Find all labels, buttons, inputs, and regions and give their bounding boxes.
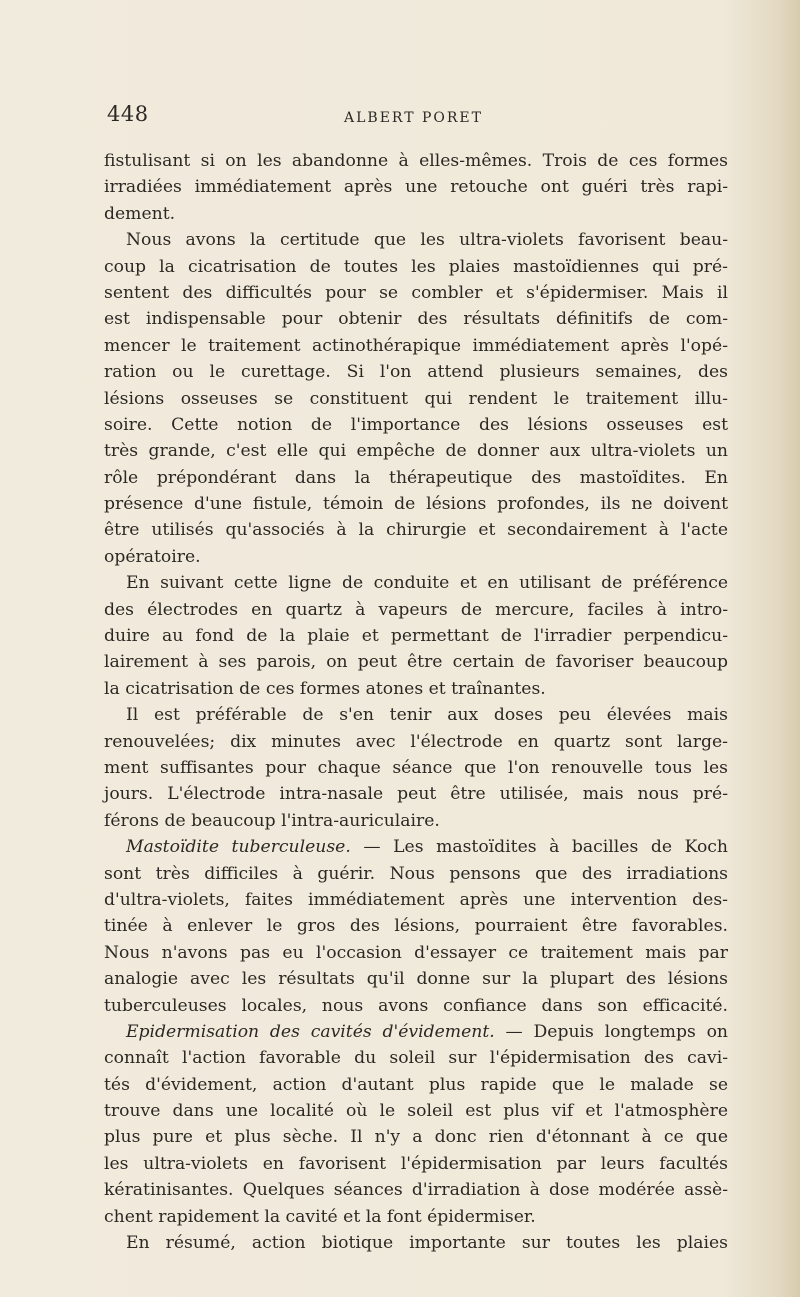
body-text: [104, 148, 728, 1256]
text-line: tés d'évidement, action d'autant plus rapide que le malade se: [104, 1074, 728, 1095]
section-heading-epidermisation: Epidermisation des cavités d'évidement.: [126, 1021, 495, 1042]
text-line-rest: — Les mastoïdites à bacilles de Koch: [350, 837, 728, 858]
text-line: trouve dans une localité où le soleil est plus vif et l'atmosphère: [104, 1101, 728, 1122]
text-line: est indispensable pour obtenir des résultats définitifs de com-: [104, 309, 728, 330]
text-line: lairement à ses parois, on peut être certain de favoriser beaucoup: [104, 652, 728, 673]
text-line: opératoire.: [104, 546, 201, 567]
text-line: ment suffisantes pour chaque séance que l'on renouvelle tous les: [104, 757, 728, 778]
text-line: Nous avons la certitude que les ultra-violets favorisent beau-: [126, 230, 728, 251]
text-line: férons de beaucoup l'intra-auriculaire.: [104, 810, 440, 831]
text-line: irradiées immédiatement après une retouche ont guéri très rapi-: [104, 177, 728, 198]
epidermisation-first-line: [104, 1019, 728, 1045]
text-line: Il est préférable de s'en tenir aux doses peu élevées mais: [126, 705, 728, 726]
text-line: En suivant cette ligne de conduite et en utilisant de préférence: [126, 573, 728, 594]
text-line: rôle prépondérant dans la thérapeutique des mastoïdites. En: [104, 467, 728, 488]
text-line: tinée à enlever le gros des lésions, pourraient être favorables.: [104, 916, 728, 937]
text-line: chent rapidement la cavité et la font épidermiser.: [104, 1206, 536, 1227]
text-line: En résumé, action biotique importante sur toutes les plaies: [126, 1233, 728, 1254]
text-line: renouvelées; dix minutes avec l'électrode en quartz sont large-: [104, 731, 728, 752]
text-line: être utilisés qu'associés à la chirurgie et secondairement à l'acte: [104, 520, 728, 541]
text-line: plus pure et plus sèche. Il n'y a donc rien d'étonnant à ce que: [104, 1127, 728, 1148]
text-line: coup la cicatrisation de toutes les plaies mastoïdiennes qui pré-: [104, 256, 728, 277]
text-line: présence d'une fistule, témoin de lésions profondes, ils ne doivent: [104, 494, 728, 515]
text-line: kératinisantes. Quelques séances d'irradiation à dose modérée assè-: [104, 1180, 728, 1201]
text-line: fistulisant si on les abandonne à elles-mêmes. Trois de ces formes: [104, 151, 728, 171]
text-line: lésions osseuses se constituent qui rendent le traitement illu-: [104, 388, 728, 409]
text-line: Nous n'avons pas eu l'occasion d'essayer ce traitement mais par: [104, 942, 728, 963]
text-line: jours. L'électrode intra-nasale peut être utilisée, mais nous pré-: [104, 784, 728, 805]
mastoidite-first-line: [104, 834, 728, 860]
text-line: duire au fond de la plaie et permettant de l'irradier perpendicu-: [104, 626, 728, 647]
page-header: [107, 102, 727, 134]
text-line: les ultra-violets en favorisent l'épidermisation par leurs facultés: [104, 1153, 728, 1174]
text-line: des électrodes en quartz à vapeurs de mercure, faciles à intro-: [104, 599, 728, 620]
text-line: tuberculeuses locales, nous avons confiance dans son efficacité.: [104, 995, 728, 1016]
text-line: mencer le traitement actinothérapique immédiatement après l'opé-: [104, 335, 728, 356]
section-heading-mastoidite: Mastoïdite tuberculeuse.: [126, 837, 351, 858]
text-line: dement.: [104, 203, 176, 224]
text-line: d'ultra-violets, faites immédiatement après une intervention des-: [104, 889, 728, 910]
text-line-rest: — Depuis longtemps on: [494, 1021, 728, 1042]
text-line: analogie avec les résultats qu'il donne sur la plupart des lésions: [104, 969, 728, 990]
text-line: la cicatrisation de ces formes atones et traînantes.: [104, 678, 546, 699]
text-line: sentent des difficultés pour se combler et s'épidermiser. Mais il: [104, 282, 728, 303]
text-line: soire. Cette notion de l'importance des lésions osseuses est: [104, 414, 728, 435]
running-head: ALBERT PORET: [344, 110, 483, 126]
text-line: sont très difficiles à guérir. Nous pensons que des irradiations: [104, 863, 728, 884]
page-number: 448: [107, 102, 149, 126]
text-line: très grande, c'est elle qui empêche de donner aux ultra-violets un: [104, 441, 728, 462]
text-line: connaît l'action favorable du soleil sur l'épidermisation des cavi-: [104, 1048, 728, 1069]
text-line: ration ou le curettage. Si l'on attend plusieurs semaines, des: [104, 362, 728, 383]
